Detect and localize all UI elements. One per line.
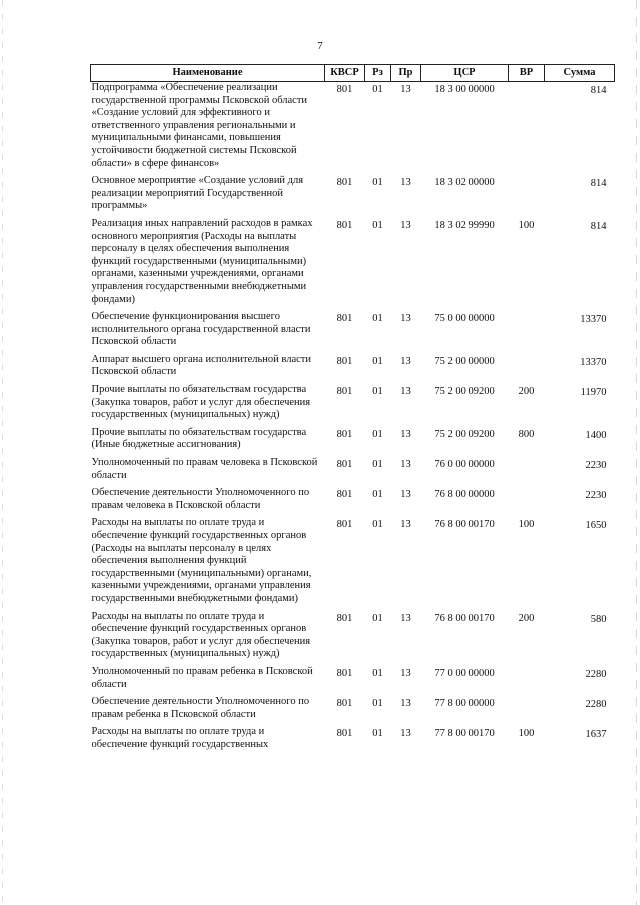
cell-csr: 75 2 00 00000 <box>434 355 495 367</box>
cell-pr: 13 <box>400 386 411 398</box>
table-row <box>91 311 615 354</box>
scan-edge-right <box>636 0 637 905</box>
cell-csr: 77 0 00 00000 <box>434 667 495 679</box>
table-row <box>91 427 615 457</box>
cell-rz: 01 <box>372 667 383 679</box>
cell-csr: 76 0 00 00000 <box>434 459 495 471</box>
cell-name: Подпрограмма «Обеспечение реализации государственной программы Псковской области «Создание условий для эффективного и ответственного управления региональными и муниципальными финансами, повышения устойчивости бюджетной системы Псковской области» в сфере финансов» <box>91 82 308 169</box>
cell-csr: 18 3 02 99990 <box>434 219 495 231</box>
table-body <box>91 82 615 757</box>
header-sum: Сумма <box>545 65 615 82</box>
cell-vr <box>509 696 545 726</box>
table-row <box>91 354 615 384</box>
cell-csr: 76 8 00 00170 <box>434 519 495 531</box>
cell-sum: 11970 <box>580 387 607 399</box>
cell-name: Обеспечение деятельности Уполномоченного по правам человека в Псковской области <box>91 487 310 511</box>
cell-pr: 13 <box>400 84 411 95</box>
cell-pr: 13 <box>400 459 411 471</box>
cell-vr <box>509 354 545 384</box>
cell-kvsr: 801 <box>336 459 353 471</box>
cell-kvsr: 801 <box>336 489 353 501</box>
header-rz: Рз <box>365 65 391 82</box>
cell-csr: 18 3 00 00000 <box>434 84 495 95</box>
cell-sum: 2230 <box>585 460 607 472</box>
header-name: Наименование <box>91 65 325 82</box>
cell-sum: 2280 <box>585 699 607 711</box>
cell-name: Прочие выплаты по обязательствам государства (Иные бюджетные ассигнования) <box>91 426 307 451</box>
header-csr: ЦСР <box>421 65 509 82</box>
table-row <box>91 82 615 176</box>
cell-pr: 13 <box>400 519 411 531</box>
cell-csr: 76 8 00 00170 <box>434 612 495 624</box>
cell-name: Расходы на выплаты по оплате труда и обеспечение функций государственных органов (Закупка товаров, работ и услуг для обеспечения государственных (муниципальных) нужд) <box>91 610 311 660</box>
cell-rz: 01 <box>372 219 383 231</box>
cell-sum: 1637 <box>585 729 607 741</box>
cell-name: Аппарат высшего органа исполнительной власти Псковской области <box>91 353 312 378</box>
cell-kvsr: 801 <box>336 386 353 398</box>
cell-name: Расходы на выплаты по оплате труда и обеспечение функций государственных <box>91 726 269 750</box>
cell-kvsr: 801 <box>336 519 353 531</box>
cell-kvsr: 801 <box>336 177 353 189</box>
cell-vr: 100 <box>518 519 535 531</box>
cell-kvsr: 801 <box>336 313 353 325</box>
cell-rz: 01 <box>372 428 383 440</box>
table-row <box>91 384 615 427</box>
cell-pr: 13 <box>400 355 411 367</box>
cell-rz: 01 <box>372 313 383 325</box>
cell-vr <box>509 82 545 176</box>
cell-name: Прочие выплаты по обязательствам государства (Закупка товаров, работ и услуг для обеспечения государственных (муниципальных) нужд) <box>91 384 311 421</box>
cell-pr: 13 <box>400 728 411 740</box>
cell-csr: 77 8 00 00000 <box>434 698 495 710</box>
cell-vr: 200 <box>518 612 535 624</box>
cell-sum: 814 <box>590 220 607 232</box>
cell-vr: 200 <box>518 386 535 398</box>
scan-edge-left <box>2 0 3 905</box>
cell-rz: 01 <box>372 355 383 367</box>
page-number: 7 <box>317 40 323 52</box>
cell-vr: 800 <box>518 428 535 440</box>
cell-pr: 13 <box>400 313 411 325</box>
cell-sum: 13370 <box>580 356 607 368</box>
cell-csr: 75 2 00 09200 <box>434 386 495 398</box>
cell-vr <box>509 487 545 517</box>
cell-name: Основное мероприятие «Создание условий для реализации мероприятий Государственной программы» <box>91 175 304 212</box>
cell-sum: 1400 <box>585 429 607 441</box>
budget-table <box>90 64 615 757</box>
cell-sum: 814 <box>590 85 607 96</box>
table-row <box>91 457 615 487</box>
cell-csr: 76 8 00 00000 <box>434 489 495 501</box>
cell-name: Реализация иных направлений расходов в рамках основного мероприятия (Расходы на выплаты персоналу в целях обеспечения выполнения функций государственными (муниципальными) органами, казенными учреждениями, органами управления государственными внебюджетными фондами) <box>91 217 313 305</box>
table-row <box>91 175 615 218</box>
cell-kvsr: 801 <box>336 355 353 367</box>
cell-rz: 01 <box>372 698 383 710</box>
cell-name: Расходы на выплаты по оплате труда и обеспечение функций государственных органов (Расходы на выплаты персоналу в целях обеспечения выполнения функций государственными (муниципальными) органами, казенными учреждениями, органами управления государственными внебюджетными фондами) <box>91 517 312 604</box>
cell-rz: 01 <box>372 386 383 398</box>
table-row <box>91 218 615 311</box>
cell-rz: 01 <box>372 459 383 471</box>
cell-rz: 01 <box>372 84 383 95</box>
cell-name: Обеспечение функционирования высшего исполнительного органа государственной власти Псковской области <box>91 311 311 348</box>
cell-rz: 01 <box>372 612 383 624</box>
cell-sum: 13370 <box>580 314 607 326</box>
cell-name: Обеспечение деятельности Уполномоченного по правам ребенка в Псковской области <box>91 696 310 720</box>
table-row <box>91 696 615 726</box>
cell-pr: 13 <box>400 612 411 624</box>
cell-sum: 2230 <box>585 490 607 502</box>
cell-pr: 13 <box>400 667 411 679</box>
cell-rz: 01 <box>372 489 383 501</box>
cell-vr <box>509 311 545 354</box>
header-pr: Пр <box>391 65 421 82</box>
cell-kvsr: 801 <box>336 84 353 95</box>
cell-sum: 580 <box>590 613 607 625</box>
cell-vr: 100 <box>518 219 535 231</box>
cell-kvsr: 801 <box>336 612 353 624</box>
cell-vr: 100 <box>518 728 535 740</box>
cell-vr <box>509 666 545 696</box>
cell-sum: 814 <box>590 178 607 190</box>
cell-name: Уполномоченный по правам человека в Псковской области <box>91 457 318 481</box>
cell-pr: 13 <box>400 177 411 189</box>
cell-csr: 75 2 00 09200 <box>434 428 495 440</box>
table-row <box>91 611 615 666</box>
cell-pr: 13 <box>400 428 411 440</box>
cell-pr: 13 <box>400 219 411 231</box>
cell-rz: 01 <box>372 177 383 189</box>
cell-name: Уполномоченный по правам ребенка в Псковской области <box>91 665 313 690</box>
cell-vr <box>509 175 545 218</box>
cell-rz: 01 <box>372 519 383 531</box>
table-row <box>91 487 615 517</box>
cell-rz: 01 <box>372 728 383 740</box>
table-header-row <box>91 65 615 82</box>
cell-sum: 2280 <box>585 668 607 680</box>
cell-pr: 13 <box>400 698 411 710</box>
cell-kvsr: 801 <box>336 219 353 231</box>
cell-kvsr: 801 <box>336 428 353 440</box>
cell-vr <box>509 457 545 487</box>
cell-kvsr: 801 <box>336 667 353 679</box>
header-kvsr: КВСР <box>325 65 365 82</box>
cell-csr: 77 8 00 00170 <box>434 728 495 740</box>
cell-csr: 18 3 02 00000 <box>434 177 495 189</box>
table-row <box>91 726 615 756</box>
cell-pr: 13 <box>400 489 411 501</box>
header-vr: ВР <box>509 65 545 82</box>
cell-sum: 1650 <box>585 520 607 532</box>
cell-csr: 75 0 00 00000 <box>434 313 495 325</box>
table-row <box>91 517 615 610</box>
cell-kvsr: 801 <box>336 728 353 740</box>
cell-kvsr: 801 <box>336 698 353 710</box>
table-row <box>91 666 615 696</box>
